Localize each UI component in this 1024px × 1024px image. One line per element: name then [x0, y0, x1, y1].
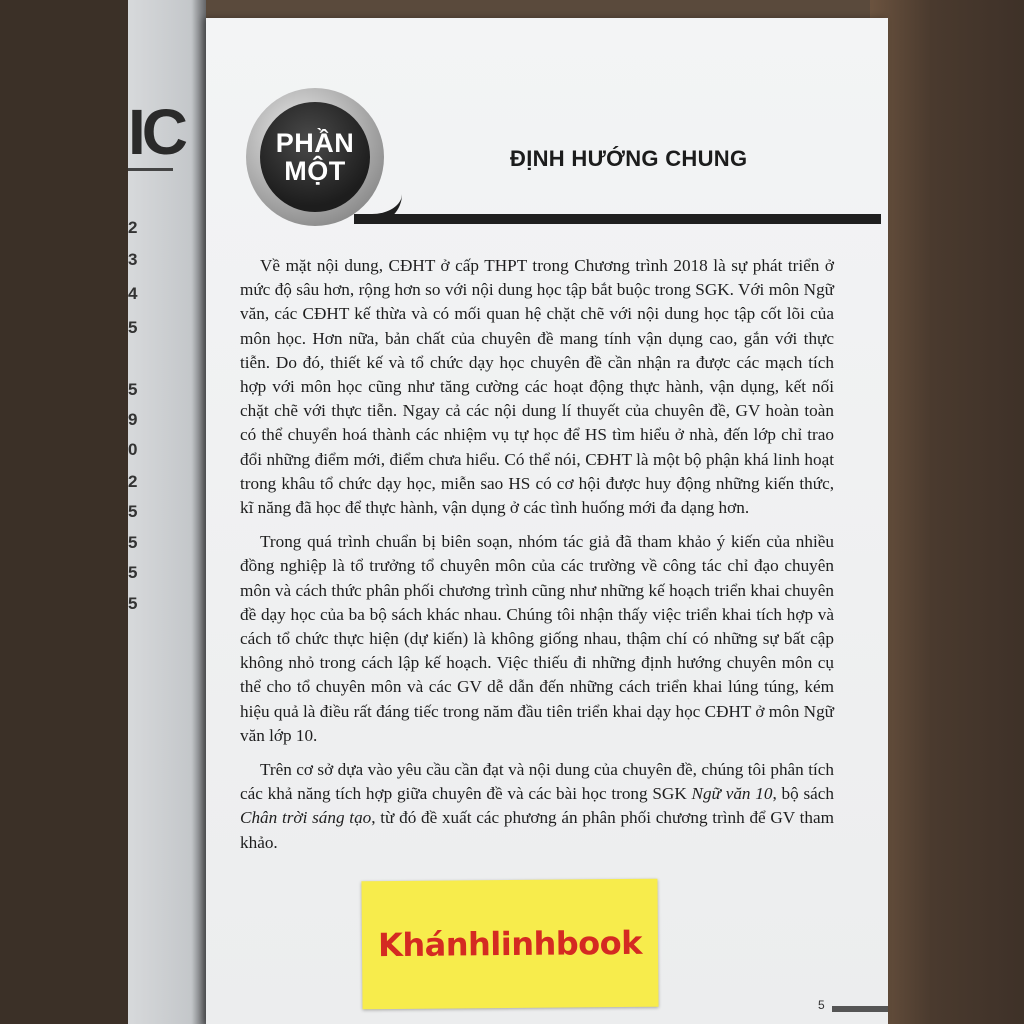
page-gutter-shadow — [192, 0, 206, 1024]
table-surface-left — [0, 0, 130, 1024]
previous-page-number: 3 — [128, 250, 138, 269]
previous-page-number: 5 — [128, 533, 138, 552]
previous-page-number: 2 — [128, 472, 138, 491]
paragraph — [240, 758, 834, 855]
previous-page-number: 9 — [128, 410, 138, 429]
previous-page-number: 5 — [128, 502, 138, 521]
book-page — [206, 18, 888, 1024]
watermark-sticker — [361, 879, 658, 1010]
paragraph-text: , từ đó đề xuất các phương án phân phối chương trình để GV tham khảo. — [240, 808, 835, 852]
header-bar — [356, 214, 881, 224]
section-title: ĐỊNH HƯỚNG CHUNG — [510, 146, 748, 171]
page-number: 5 — [818, 998, 825, 1012]
section-badge-line1: PHẦN — [275, 127, 355, 158]
previous-page-heading: IC — [128, 96, 184, 168]
watermark-sticker-text: Khánhlinhbook — [377, 923, 643, 965]
book-series-title: Chân trời sáng tạo — [240, 808, 372, 828]
previous-page — [128, 0, 206, 1024]
previous-page-number: 4 — [128, 284, 138, 303]
previous-page-number: 5 — [128, 380, 138, 399]
table-surface-right — [870, 0, 1024, 1024]
previous-page-number: 2 — [128, 218, 138, 237]
section-badge-line2: MỘT — [284, 156, 346, 186]
previous-page-number: 5 — [128, 594, 138, 613]
previous-page-number: 0 — [128, 440, 138, 459]
previous-page-number: 5 — [128, 563, 138, 582]
paragraph: Về mặt nội dung, CĐHT ở cấp THPT trong Chương trình 2018 là sự phát triển ở mức độ sâu hơn, rộng hơn so với nội dung học tập bắt buộc trong SGK. Với môn Ngữ văn, các CĐHT kế thừa và có mối quan hệ chặt chẽ với nội dung học tập cốt lõi của môn học. Hơn nữa, bản chất của chuyên đề mang tính vận dụng cao, gắn với thực tiễn. Do đó, thiết kế và tổ chức dạy học chuyên đề cần nhận ra được các mạch tích hợp với môn học cũng như tăng cường các hoạt động thực hành, vận dụng, kết nối chặt chẽ với thực tiễn. Ngay cả các nội dung lí thuyết của chuyên đề, GV hoàn toàn có thể chuyển hoá thành các nhiệm vụ tự học để HS tìm hiểu ở nhà, đến lớp chỉ trao đổi những điểm mới, điểm chưa hiểu. Có thể nói, CĐHT là một bộ phận khá linh hoạt trong khâu tổ chức dạy học, miễn sao HS có cơ hội được huy động những kiến thức, kĩ năng đã học để thực hành, vận dụng ở các tình huống mới đa dạng hơn. — [240, 256, 834, 518]
paragraph-text: , bộ sách — [772, 784, 834, 804]
paragraph-text: Trên cơ sở dựa vào yêu cầu cần đạt và nội dung của chuyên đề, chúng tôi phân tích các khả năng tích hợp giữa chuyên đề và các bài học trong SGK — [240, 760, 834, 804]
book-title: Ngữ văn 10 — [691, 784, 773, 804]
previous-page-rule — [128, 168, 173, 171]
body-text — [240, 254, 834, 865]
page-number-bar — [832, 1006, 888, 1012]
previous-page-number: 5 — [128, 318, 138, 337]
paragraph: Trong quá trình chuẩn bị biên soạn, nhóm tác giả đã tham khảo ý kiến của nhiều đồng nghiệp là tổ trưởng tổ chuyên môn của các trường về công tác chỉ đạo chuyên môn và cách thức phân phối chương trình cũng như những kế hoạch triển khai chuyên đề dạy học của ba bộ sách khác nhau. Chúng tôi nhận thấy việc triển khai tích hợp và cách tổ chức thực hiện (dự kiến) là không giống nhau, thậm chí có những sự bất cập không nhỏ trong cách lập kế hoạch. Việc thiếu đi những định hướng chuyên môn cụ thể cho tổ chuyên môn và các GV dễ dẫn đến những cách triển khai lúng túng, kém hiệu quả là điều rất đáng tiếc trong năm đầu tiên triển khai dạy học CĐHT ở môn Ngữ văn lớp 10. — [240, 532, 834, 745]
